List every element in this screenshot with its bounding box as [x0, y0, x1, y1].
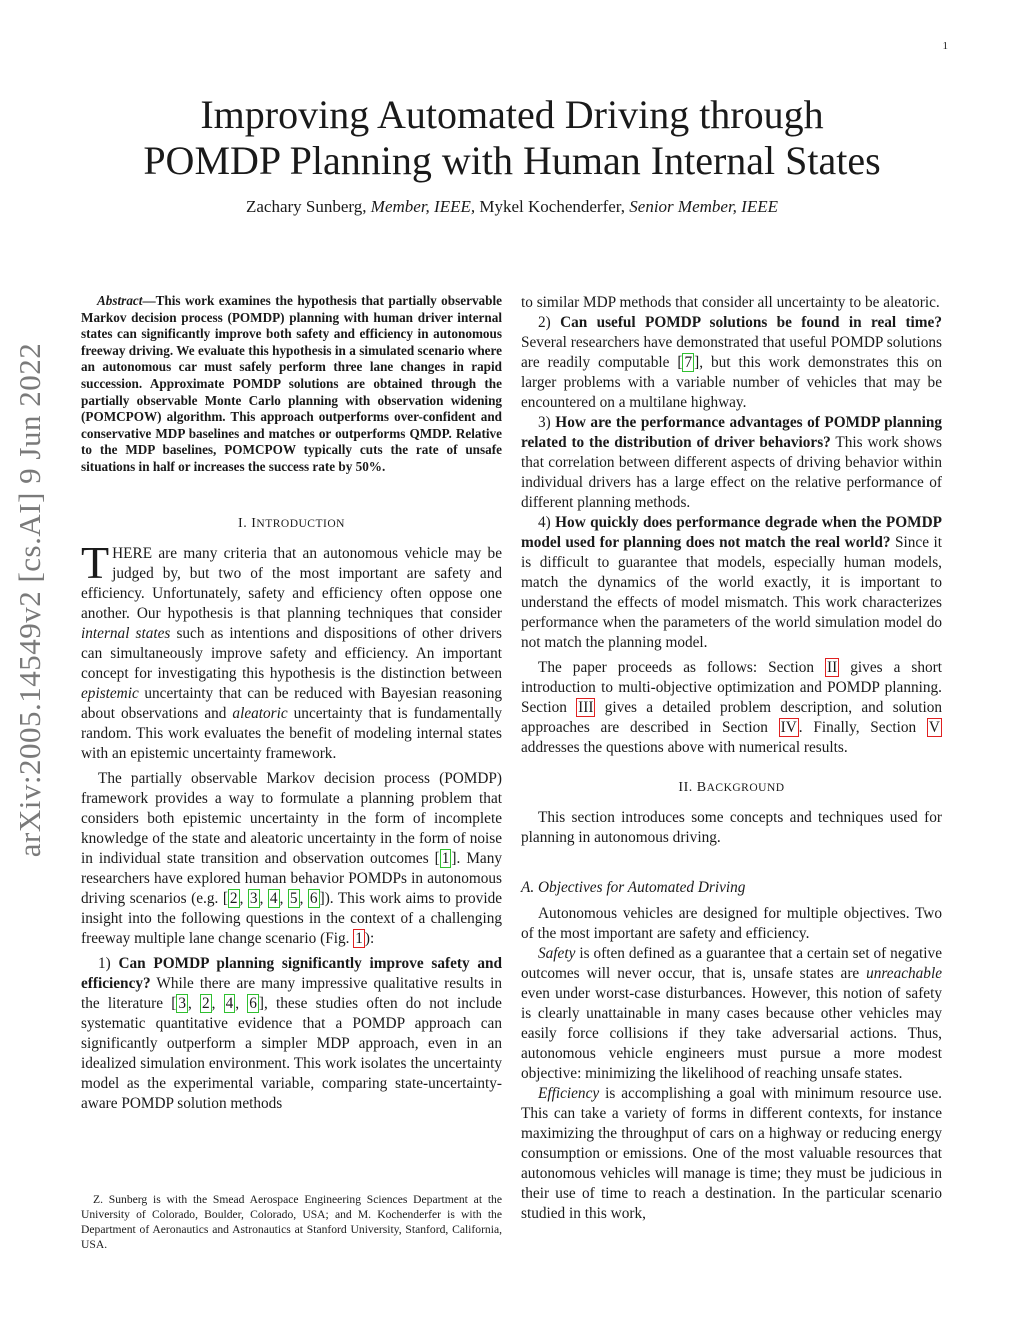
citation-link[interactable]: 7 — [684, 354, 693, 371]
background-paragraph: This section introduces some concepts and techniques used for planning in autonomous driving. — [521, 809, 942, 846]
section-link[interactable]: V — [928, 719, 940, 736]
title-line-2: POMDP Planning with Human Internal States — [143, 138, 881, 183]
drop-cap: T — [81, 536, 110, 588]
citation-link[interactable]: 1 — [441, 849, 450, 867]
question-3: 3) How are the performance advantages of POMDP planning related to the distribution of driver behaviors? This work shows that correlation between different aspects of driving behavior within individual drivers has a large effect on the relative performance of different planning methods. — [521, 414, 942, 511]
left-column — [81, 293, 502, 1114]
arxiv-id[interactable]: arXiv:2005.14549v2 [cs.AI] 9 Jun 2022 — [12, 342, 47, 858]
efficiency-paragraph: Efficiency is accomplishing a goal with minimum resource use. This can take a variety of forms in different contexts, for instance maximizing the throughput of cars on a highway or reducing energy consumption or emissions. One of the most valuable resources that autonomous vehicles will manage is time; they must be judicious in their use of time to reach a destination. In the particular scenario studied in this work, — [521, 1085, 942, 1222]
citation-link[interactable]: 4 — [269, 889, 278, 907]
question-4: 4) How quickly does performance degrade when the POMDP model used for planning does not match the real world? Since it is difficult to guarantee that models, especially human models, match the dynamics of the world exactly, it is important to understand the effects of model mismatch. This work characterizes performance when the parameters of the world simulation model do not match the planning model. — [521, 514, 942, 651]
intro-paragraph-2: The partially observable Markov decision process (POMDP) framework provides a way to formulate a planning problem that considers both epistemic uncertainty in the form of incomplete knowledge of the state and aleatoric uncertainty in the form of noise in individual state transition and observation outcomes [ 1 ]. Many researchers have explored human behavior POMDPs in autonomous driving scenarios (e.g. [ 2 , 3 , 4 , 5 , 6 ]). This work aims to provide insight into the following questions in the context of a challenging freeway multiple lane change scenario (Fig. 1 ): — [81, 769, 503, 947]
arxiv-stamp — [10, 260, 50, 940]
citation-link[interactable]: 6 — [309, 889, 318, 907]
section-link[interactable]: IV — [780, 719, 797, 736]
right-column — [521, 293, 942, 1224]
footnote: Z. Sunberg is with the Smead Aerospace Engineering Sciences Department at the University of Colorado, Boulder, Colorado, USA; and M. Kochenderfer is with the Department of Aeronautics and Astronautics at Stanford University, Stanford, California, USA. — [81, 1193, 502, 1251]
paper-outline-paragraph: The paper proceeds as follows: Section II gives a short introduction to multi-objective optimization and POMDP planning. Section III gives a detailed problem description, and solution approaches are described in Section IV . Finally, Section V addresses the questions above with numerical results. — [521, 659, 942, 756]
question-2: 2) Can useful POMDP solutions be found in real time? Several researchers have demonstrated that useful POMDP solutions are readily computable [ 7 ], but this work demonstrates this on larger problems with a variable number of vehicles that may be encountered on a multilane highway. — [521, 314, 942, 411]
question-1-continued: to similar MDP methods that consider all uncertainty to be aleatoric. — [521, 294, 940, 311]
section-link[interactable]: III — [578, 699, 594, 716]
citation-link[interactable]: 3 — [178, 994, 186, 1012]
citation-link[interactable]: 2 — [201, 994, 210, 1012]
page-number: 1 — [942, 40, 948, 52]
abstract — [81, 293, 502, 476]
citation-link[interactable]: 4 — [225, 994, 234, 1012]
author-1-role: Member, IEEE, — [370, 197, 476, 216]
citation-link[interactable]: 2 — [229, 889, 238, 907]
author-2: Mykel Kochenderfer, — [475, 197, 630, 216]
question-1: 1) Can POMDP planning significantly improve safety and efficiency? While there are many impressive qualitative results in the literature [ 3 , 2 , 4 , 6 ], these studies often do not include systematic quantitative evidence that a POMDP approach can significantly outperform a simpler MDP approach, even in an idealized simulation environment. This work isolates the uncertainty model as the experimental variable, comparing state-uncertainty-aware POMDP solution methods — [81, 954, 502, 1112]
author-line — [0, 197, 1024, 217]
abstract-text: —This work examines the hypothesis that partially observable Markov decision process (POMDP) planning with human driver internal states can significantly improve both safety and efficiency in autonomous freeway driving. We evaluate this hypothesis in a simulated scenario where an autonomous car must safely perform three lane changes in rapid succession. Approximate POMDP solutions are obtained through the partially observable Monte Carlo planning with observation widening (POMCPOW) algorithm. This approach outperforms over-confident and conservative MDP baselines and matches or outperforms QMDP. Relative to the MDP baselines, POMCPOW typically cuts the rate of unsafe situations in half or increases the success rate by 50%. — [81, 293, 502, 474]
intro-paragraph-1: THERE are many criteria that an autonomous vehicle may be judged by, but two of the most important are safety and efficiency. Unfortunately, safety and efficiency often oppose one another. Our hypothesis is that planning techniques that consider internal states such as intentions and dispositions of other drivers can simultaneously improve safety and efficiency. An important concept for investigating this hypothesis is the distinction between epistemic uncertainty that can be reduced with Bayesian reasoning about observations and aleatoric uncertainty that is fundamentally random. This work evaluates the benefit of modeling internal states with an epistemic uncertainty framework. — [81, 536, 502, 762]
section-link[interactable]: II — [827, 659, 838, 676]
figure-link[interactable]: 1 — [355, 929, 363, 947]
title-line-1: Improving Automated Driving through — [200, 92, 824, 137]
citation-link[interactable]: 3 — [249, 889, 258, 907]
objectives-paragraph: Autonomous vehicles are designed for multiple objectives. Two of the most important are safety and efficiency. — [521, 905, 942, 942]
paper-title — [0, 92, 1024, 184]
author-2-role: Senior Member, IEEE — [629, 197, 778, 216]
section-heading-introduction: I. INTRODUCTION — [238, 515, 345, 531]
abstract-label: Abstract — [97, 293, 143, 308]
citation-link[interactable]: 6 — [249, 994, 257, 1012]
author-1: Zachary Sunberg, — [246, 197, 371, 216]
section-heading-background: II. BACKGROUND — [678, 780, 785, 795]
safety-paragraph: Safety is often defined as a guarantee that a certain set of negative outcomes will never occur, that is, unsafe states are unreachable even under worst-case disturbances. However, this notion of safety is clearly unattainable in many cases because other vehicles may easily force collisions if they take adversarial actions. Thus, autonomous vehicle engineers must pursue a more modest objective: minimizing the likelihood of reaching unsafe states. — [521, 945, 942, 1082]
subsection-heading-objectives: A. Objectives for Automated Driving — [521, 879, 746, 896]
citation-link[interactable]: 5 — [289, 889, 298, 907]
